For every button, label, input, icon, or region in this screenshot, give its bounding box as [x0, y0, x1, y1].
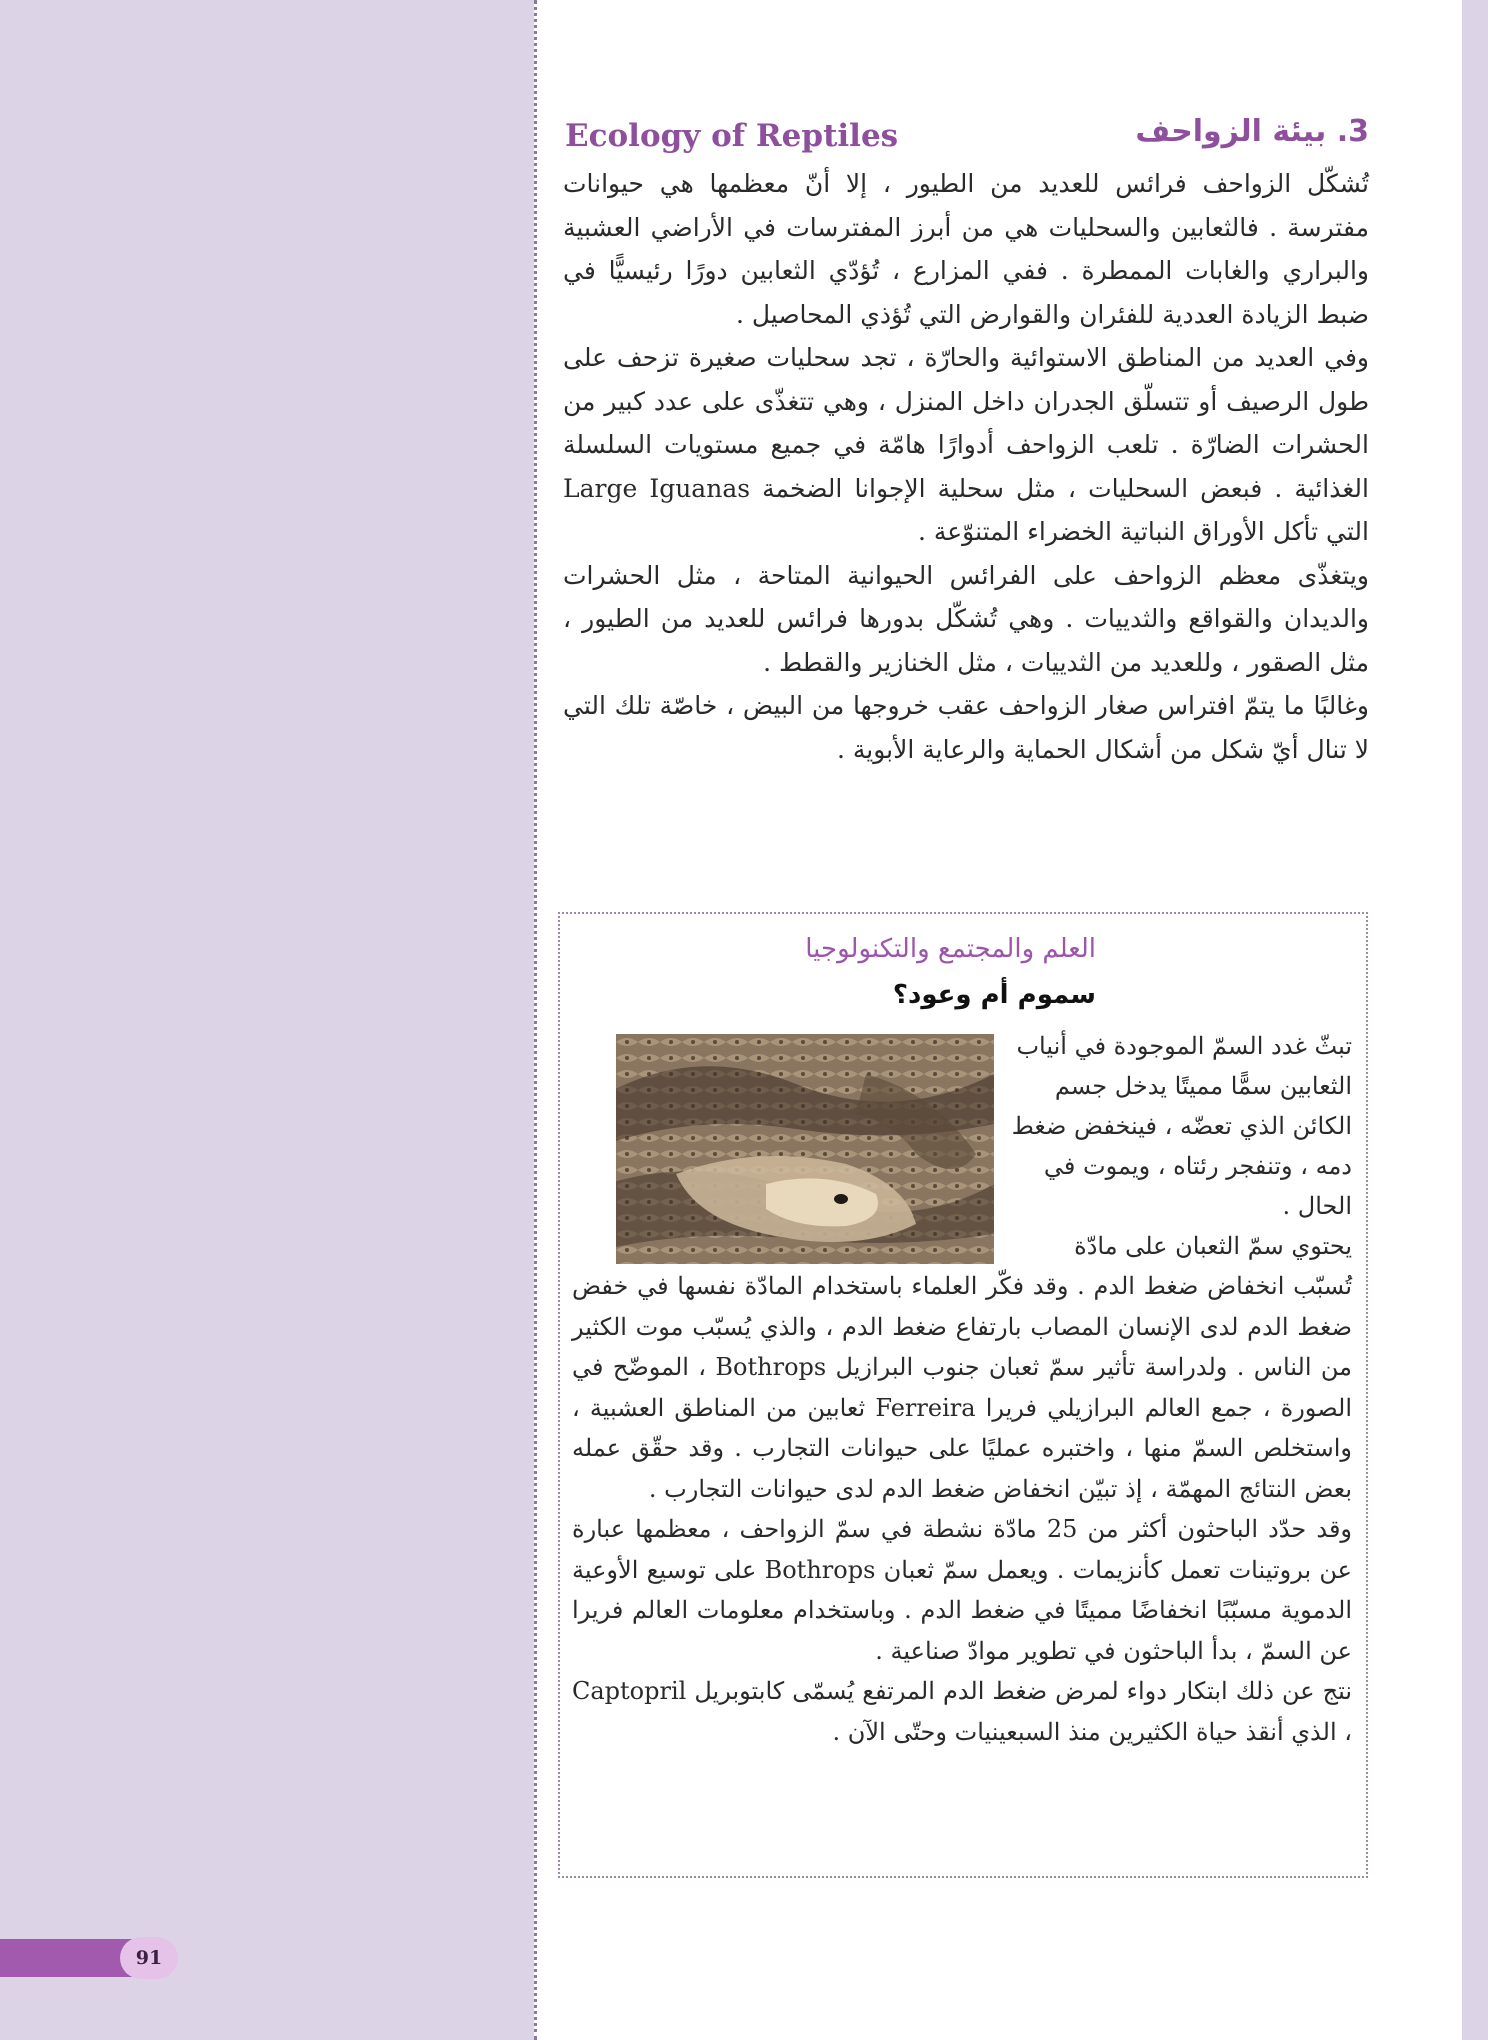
page-number: 91: [120, 1937, 178, 1979]
box-title: العلم والمجتمع والتكنولوجيا: [805, 934, 1096, 964]
section-heading: [563, 110, 1369, 162]
paragraph: تبثّ غدد السمّ الموجودة في أنياب الثعابين سمًّا مميتًا يدخل جسم الكائن الذي تعضّه ، فينخفض ضغط دمه ، وتنفجر رئتاه ، ويموت في الحال .: [1011, 1032, 1352, 1220]
snake-photo-graphic: [616, 1034, 994, 1264]
paragraph: تُشكّل الزواحف فرائس للعديد من الطيور ، إلا أنّ معظمها هي حيوانات مفترسة . فالثعابين والسحليات هي من أبرز المفترسات في الأراضي العشبية والبراري والغابات الممطرة . ففي المزارع ، تُؤدّي الثعابين دورًا رئيسيًّا في ضبط الزيادة العددية للفئران والقوارض التي تُؤذي المحاصيل .: [563, 169, 1369, 329]
paragraph: نتج عن ذلك ابتكار دواء لمرض ضغط الدم المرتفع يُسمّى كابتوبريل Captopril ، الذي أنقذ حياة الكثيرين منذ السبعينيات وحتّى الآن .: [572, 1677, 1352, 1746]
box-main-text: [572, 1266, 1352, 1752]
paragraph: ويتغذّى معظم الزواحف على الفرائس الحيوانية المتاحة ، مثل الحشرات والديدان والقواقع والثدييات . وهي تُشكّل بدورها فرائس للعديد من الطيور ، مثل الصقور ، وللعديد من الثدييات ، مثل الخنازير والقطط .: [563, 560, 1369, 677]
section-body: [563, 162, 1369, 771]
margin-divider: [534, 0, 537, 2040]
sidebar-box: [558, 912, 1368, 1878]
right-margin-strip: [1462, 0, 1488, 2040]
section-title-en: Ecology of Reptiles: [565, 118, 899, 154]
paragraph: يحتوي سمّ الثعبان على مادّة: [1074, 1232, 1352, 1260]
paragraph: وغالبًا ما يتمّ افتراس صغار الزواحف عقب خروجها من البيض ، خاصّة تلك التي لا تنال أيّ شكل من أشكال الحماية والرعاية الأبوية .: [563, 691, 1369, 764]
snake-photo: [616, 1034, 994, 1264]
box-side-text: [1004, 1026, 1352, 1266]
section-title-ar: 3. بيئة الزواحف: [1135, 114, 1369, 149]
paragraph: تُسبّب انخفاض ضغط الدم . وقد فكّر العلماء باستخدام المادّة نفسها في خفض ضغط الدم لدى الإنسان المصاب بارتفاع ضغط الدم ، والذي يُسبّب موت الكثير من الناس . ولدراسة تأثير سمّ ثعبان جنوب البرازيل Bothrops ، الموضّح في الصورة ، جمع العالم البرازيلي فريرا Ferreira ثعابين من المناطق العشبية ، واستخلص السمّ منها ، واختبره عمليًا على حيوانات التجارب . وقد حقّق عمله بعض النتائج المهمّة ، إذ تبيّن انخفاض ضغط الدم لدى حيوانات التجارب .: [572, 1272, 1353, 1503]
paragraph: وقد حدّد الباحثون أكثر من 25 مادّة نشطة في سمّ الزواحف ، معظمها عبارة عن بروتينات تعمل كأنزيمات . ويعمل سمّ ثعبان Bothrops على توسيع الأوعية الدموية مسبّبًا انخفاضًا مميتًا في ضغط الدم . وباستخدام معلومات العالم فريرا عن السمّ ، بدأ الباحثون في تطوير موادّ صناعية .: [572, 1515, 1353, 1665]
box-subtitle: سموم أم وعود؟: [892, 980, 1096, 1010]
left-margin-panel: [0, 0, 534, 2040]
paragraph: وفي العديد من المناطق الاستوائية والحارّة ، تجد سحليات صغيرة تزحف على طول الرصيف أو تتسلّق الجدران داخل المنزل ، وهي تتغذّى على عدد كبير من الحشرات الضارّة . تلعب الزواحف أدوارًا هامّة في جميع مستويات السلسلة الغذائية . فبعض السحليات ، مثل سحلية الإجوانا الضخمة Large Iguanas التي تأكل الأوراق النباتية الخضراء المتنوّعة .: [563, 343, 1369, 546]
section-content: [563, 110, 1369, 771]
